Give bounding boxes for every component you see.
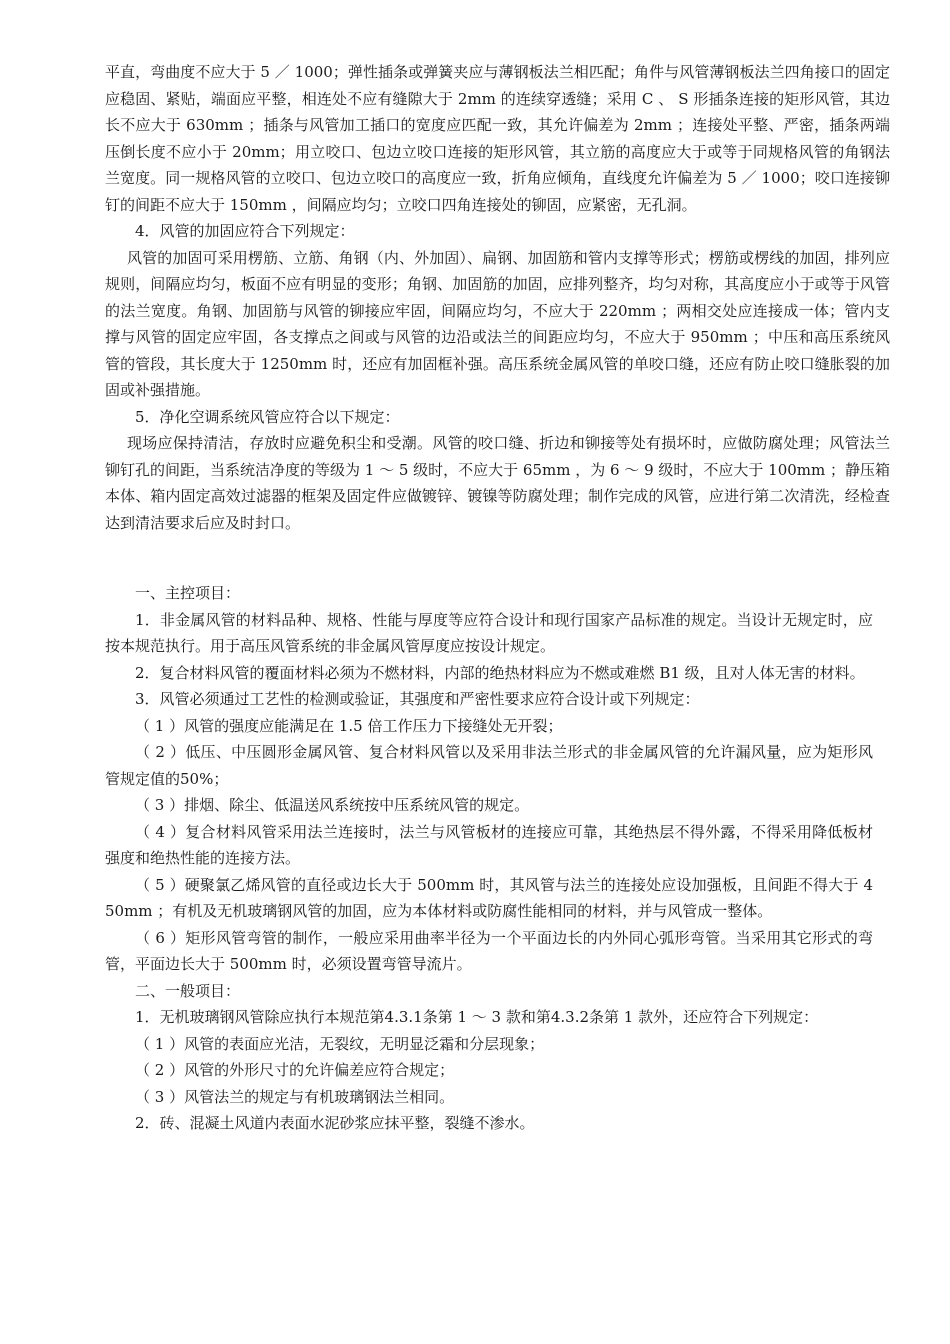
heading-general-items: 二、一般项目： bbox=[135, 981, 241, 1000]
item-main-3-3: （ 3 ）排烟、除尘、低温送风系统按中压系统风管的规定。 bbox=[135, 796, 530, 814]
item-main-3-1: （ 1 ）风管的强度应能满足在 1.5 倍工作压力下接缝处无开裂； bbox=[135, 716, 563, 735]
item-main-2: 2．复合材料风管的覆面材料必须为不燃材料，内部的绝热材料应为不燃或难燃 B1 级，且对人体无害的材料。 bbox=[135, 663, 865, 682]
item-general-2: 2．砖、混凝土风道内表面水泥砂浆应抹平整，裂缝不渗水。 bbox=[135, 1114, 535, 1132]
item-general-1-1: （ 1 ）风管的表面应光洁，无裂纹，无明显泛霜和分层现象； bbox=[135, 1034, 545, 1053]
item-general-1-2: （ 2 ）风管的外形尺寸的允许偏差应符合规定； bbox=[135, 1061, 455, 1079]
heading-main-control-items: 一、主控项目： bbox=[135, 584, 241, 602]
item-main-3: 3．风管必须通过工艺性的检测或验证，其强度和严密性要求应符合设计或下列规定： bbox=[135, 690, 700, 708]
paragraph-clean-air-duct: 现场应保持清洁，存放时应避免积尘和受潮。风管的咬口缝、折边和铆接等处有损坏时，应做防腐处理；风管法兰铆钉孔的间距，当系统洁净度的等级为 1 ～ 5 级时，不应大于 65mm ，为 6 ～ 9 级时，不应大于 100mm ；静压箱本体、箱内固定高效过滤器的框架及固定件应做镀锌、镀镍等防腐处理；制作完成的风管，应进行第二次清洗，经检查达到清洁要求后应及时封口。 bbox=[105, 434, 891, 532]
item-main-3-2: （ 2 ）低压、中压圆形金属风管、复合材料风管以及采用非法兰形式的非金属风管的允许漏风量，应为矩形风管规定值的50%； bbox=[105, 743, 873, 788]
item-general-1: 1．无机玻璃钢风管除应执行本规范第4.3.1条第 1 ～ 3 款和第4.3.2条第 1 款外，还应符合下列规定： bbox=[135, 1008, 819, 1026]
section-duct-requirements bbox=[105, 59, 890, 536]
item-main-3-5: （ 5 ）硬聚氯乙烯风管的直径或边长大于 500mm 时，其风管与法兰的连接处应设加强板，且间距不得大于 450mm ；有机及无机玻璃钢风管的加固，应为本体材料或防腐性能相同的材料，并与风管成一整体。 bbox=[105, 875, 873, 920]
paragraph-flange-connection: 平直，弯曲度不应大于 5 ／ 1000；弹性插条或弹簧夹应与薄钢板法兰相匹配；角件与风管薄钢板法兰四角接口的固定应稳固、紧贴，端面应平整，相连处不应有缝隙大于 2mm 的连续穿透缝；采用 C 、 S 形插条连接的矩形风管，其边长不应大于 630mm ；插条与风管加工插口的宽度应匹配一致，其允许偏差为 2mm ；连接处平整、严密，插条两端压倒长度不应小于 20mm；用立咬口、包边立咬口连接的矩形风管，其立筋的高度应大于或等于同规格风管的角钢法兰宽度。同一规格风管的立咬口、包边立咬口的高度应一致，折角应倾角，直线度允许偏差为 5 ／ 1000；咬口连接铆钉的间距不应大于 150mm ，间隔应均匀；立咬口四角连接处的铆固，应紧密，无孔洞。 bbox=[105, 63, 890, 214]
item-main-1: 1．非金属风管的材料品种、规格、性能与厚度等应符合设计和现行国家产品标准的规定。当设计无规定时，应按本规范执行。用于高压风管系统的非金属风管厚度应按设计规定。 bbox=[105, 610, 873, 655]
heading-duct-reinforcement: 4．风管的加固应符合下列规定： bbox=[135, 222, 355, 240]
item-general-1-3: （ 3 ）风管法兰的规定与有机玻璃钢法兰相同。 bbox=[135, 1087, 455, 1106]
heading-clean-air-duct: 5．净化空调系统风管应符合以下规定： bbox=[135, 407, 400, 426]
item-main-3-6: （ 6 ）矩形风管弯管的制作，一般应采用曲率半径为一个平面边长的内外同心弧形弯管。当采用其它形式的弯管，平面边长大于 500mm 时，必须设置弯管导流片。 bbox=[105, 928, 873, 973]
item-main-3-4: （ 4 ）复合材料风管采用法兰连接时，法兰与风管板材的连接应可靠，其绝热层不得外露，不得采用降低板材强度和绝热性能的连接方法。 bbox=[105, 822, 873, 867]
section-nonmetal-duct bbox=[105, 580, 873, 1137]
paragraph-duct-reinforcement: 风管的加固可采用楞筋、立筋、角钢（内、外加固）、扁钢、加固筋和管内支撑等形式；楞筋或楞线的加固，排列应规则，间隔应均匀，板面不应有明显的变形；角钢、加固筋的加固，应排列整齐，均匀对称，其高度应小于或等于风管的法兰宽度。角钢、加固筋与风管的铆接应牢固，间隔应均匀，不应大于 220mm ；两相交处应连接成一体；管内支撑与风管的固定应牢固，各支撑点之间或与风管的边沿或法兰的间距应均匀，不应大于 950mm ；中压和高压系统风管的管段，其长度大于 1250mm 时，还应有加固框补强。高压系统金属风管的单咬口缝，还应有防止咬口缝胀裂的加固或补强措施。 bbox=[105, 248, 890, 399]
